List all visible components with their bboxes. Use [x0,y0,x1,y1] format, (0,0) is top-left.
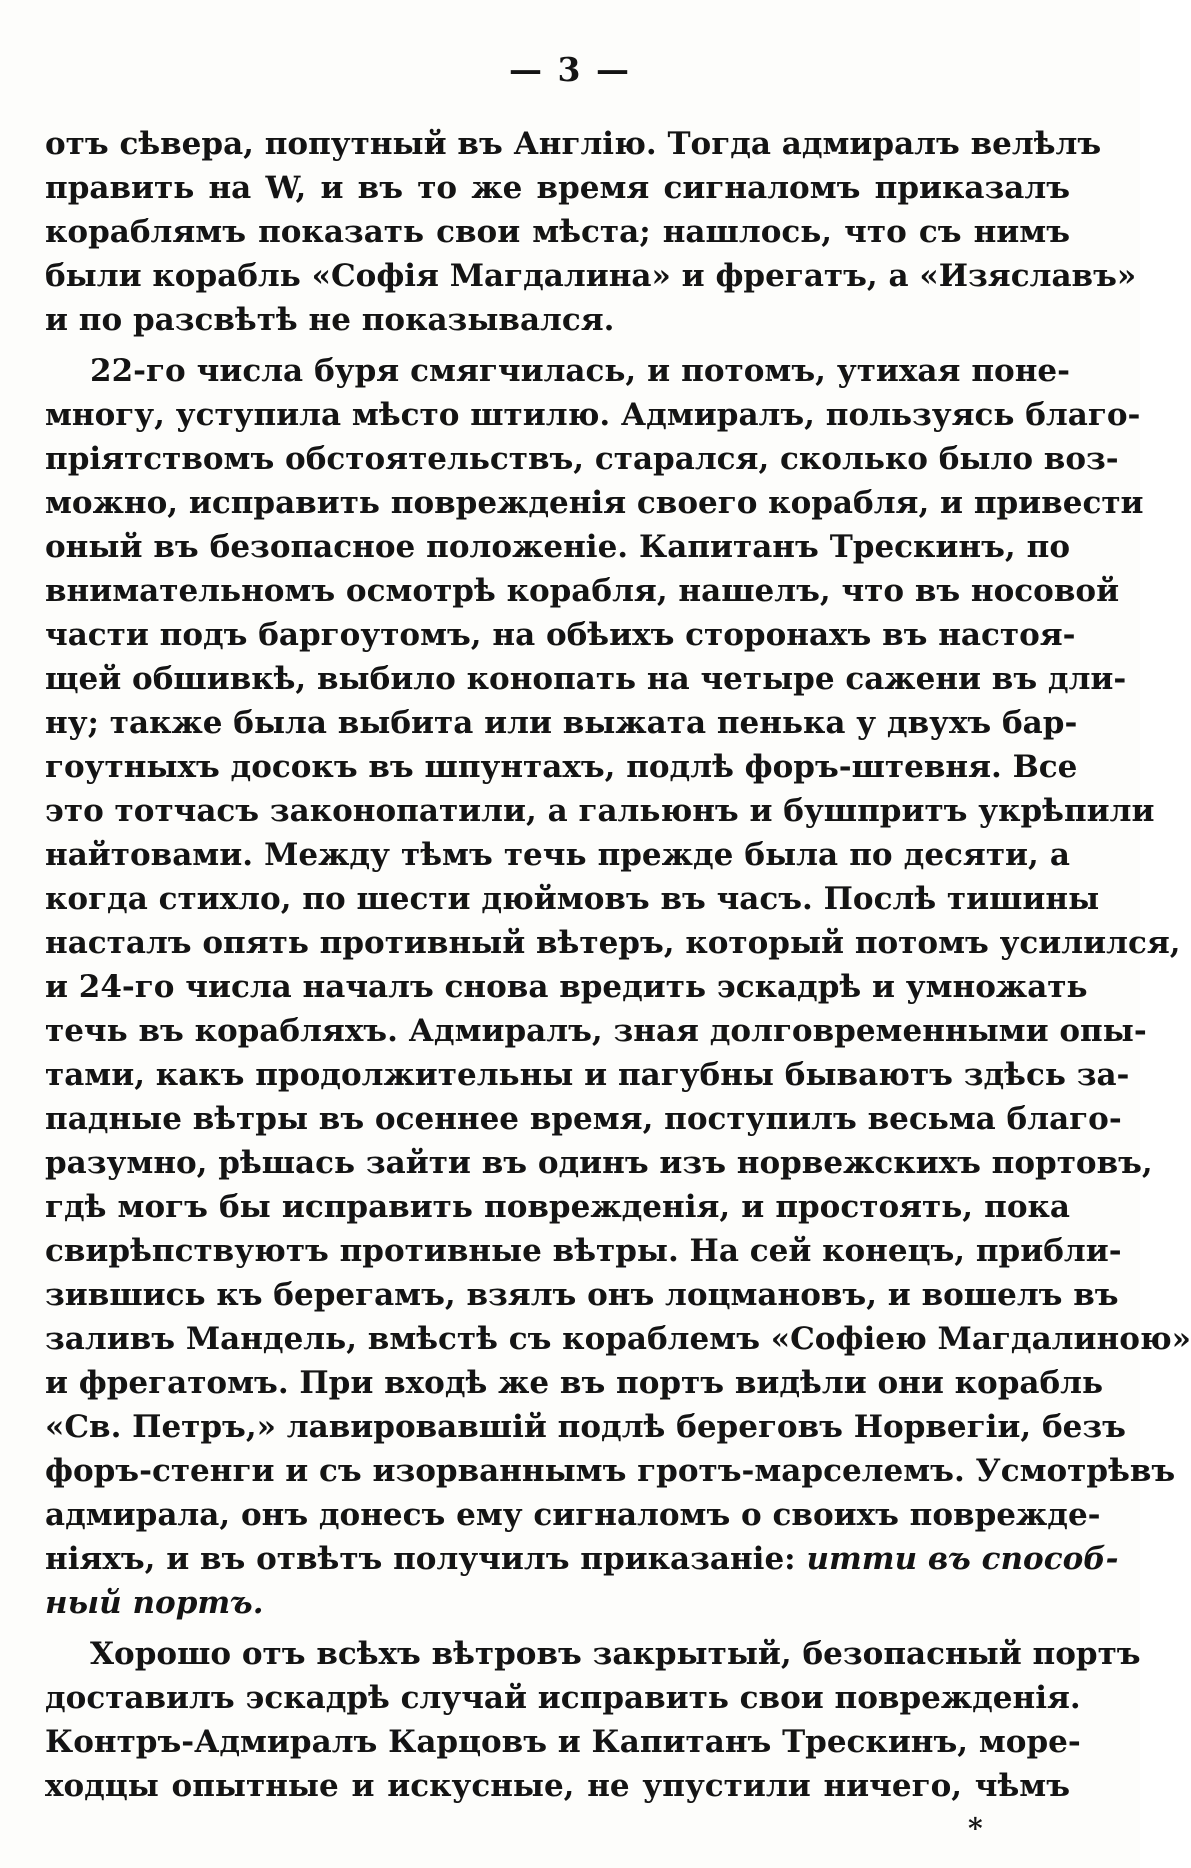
text-line: пріятствомъ обстоятельствъ, старался, сколько было воз- [45,441,1119,477]
text-line: заливъ Мандель, вмѣстѣ съ кораблемъ «Софіею Магдалиною» [45,1321,1191,1357]
text-line: течь въ корабляхъ. Адмиралъ, зная долговременными опы- [45,1013,1147,1049]
text-line: кораблямъ показать свои мѣста; нашлось, что съ нимъ [45,214,1070,250]
text-line: внимательномъ осмотрѣ корабля, нашелъ, что въ носовой [45,573,1120,609]
text-line: зившись къ берегамъ, взялъ онъ лоцмановъ, и вошелъ въ [45,1277,1119,1313]
text-line: гоутныхъ досокъ въ шпунтахъ, подлѣ форъ-штевня. Все [45,749,1078,785]
text-line: «Св. Петръ,» лавировавшій подлѣ береговъ Норвегіи, безъ [45,1409,1126,1445]
text-line: тами, какъ продолжительны и пагубны бываютъ здѣсь за- [45,1057,1130,1093]
text-line: отъ сѣвера, попутный въ Англію. Тогда адмиралъ велѣлъ [45,126,1102,162]
text-line: форъ-стенги и съ изорваннымъ гротъ-марселемъ. Усмотрѣвъ [45,1453,1176,1489]
paragraph-first-line: Хорошо отъ всѣхъ вѣтровъ закрытый, безопасный портъ [90,1636,1141,1672]
text-line-with-italic [45,1537,1119,1581]
paragraph-first-line: 22-го числа буря смягчилась, и потомъ, утихая поне- [90,353,1070,389]
text-line: Контръ-Адмиралъ Карцовъ и Капитанъ Трескинъ, море- [45,1724,1081,1760]
text-line: когда стихло, по шести дюймовъ въ часъ. Послѣ тишины [45,881,1100,917]
text-line: части подъ баргоутомъ, на обѣихъ сторонахъ въ настоя- [45,617,1076,653]
text-line: править на W, и въ то же время сигналомъ приказалъ [45,170,1070,206]
page-number: — 3 — [509,50,631,89]
text-line: были корабль «Софія Магдалина» и фрегатъ, а «Изяславъ» [45,258,1137,294]
text-run: ніяхъ, и въ отвѣтъ получилъ приказаніе: [45,1541,796,1577]
text-line: адмирала, онъ донесъ ему сигналомъ о своихъ поврежде- [45,1497,1101,1533]
text-line: можно, исправить поврежденія своего корабля, и привести [45,485,1144,521]
text-line: и по разсвѣтѣ не показывался. [45,302,615,338]
text-line: найтовами. Между тѣмъ течь прежде была по десяти, а [45,837,1070,873]
text-line: щей обшивкѣ, выбило конопать на четыре сажени въ дли- [45,661,1127,697]
text-line: ходцы опытные и искусные, не упустили ничего, чѣмъ [45,1768,1070,1804]
text-line: ну; также была выбита или выжата пенька у двухъ бар- [45,705,1078,741]
text-line: и 24-го числа началъ снова вредить эскадрѣ и умножать [45,969,1088,1005]
text-line: это тотчасъ законопатили, а гальюнъ и бушпритъ укрѣпили [45,793,1155,829]
text-line: и фрегатомъ. При входѣ же въ портъ видѣли они корабль [45,1365,1104,1401]
text-line: падные вѣтры въ осеннее время, поступилъ весьма благо- [45,1101,1122,1137]
text-line: свирѣпствуютъ противные вѣтры. На сей конецъ, прибли- [45,1233,1122,1269]
italic-text-line: ный портъ. [45,1585,264,1621]
text-line: доставилъ эскадрѣ случай исправить свои поврежденія. [45,1680,1081,1716]
text-line: разумно, рѣшась зайти въ одинъ изъ норвежскихъ портовъ, [45,1145,1153,1181]
text-line: многу, уступила мѣсто штилю. Адмиралъ, пользуясь благо- [45,397,1141,433]
signature-mark: * [968,1812,983,1845]
italic-order-text: итти въ способ- [806,1541,1119,1577]
text-line: насталъ опять противный вѣтеръ, который потомъ усилился, [45,925,1181,961]
text-line: оный въ безопасное положеніе. Капитанъ Трескинъ, по [45,529,1070,565]
body-text [45,122,1191,1808]
text-line: гдѣ могъ бы исправить поврежденія, и простоять, пока [45,1189,1070,1225]
